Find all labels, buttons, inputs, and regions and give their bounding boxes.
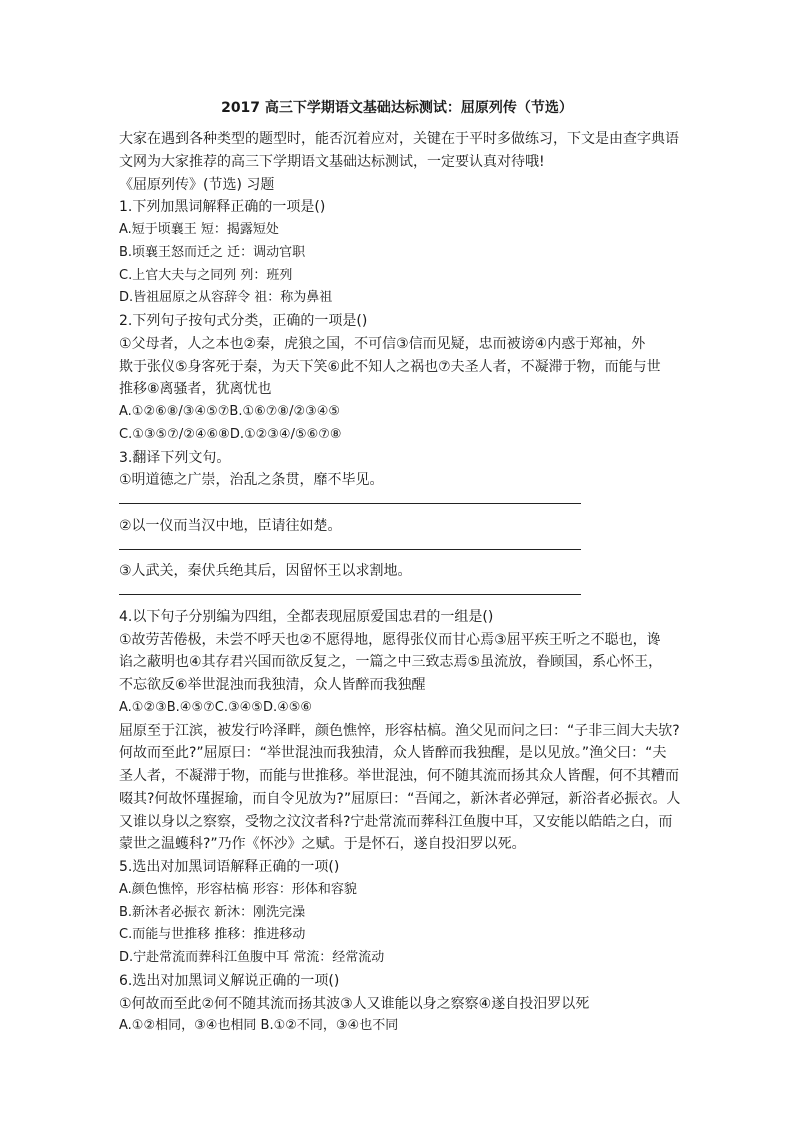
intro-line: 大家在遇到各种类型的题型时，能否沉着应对，关键在于平时多做练习，下文是由查字典语 bbox=[119, 131, 679, 147]
passage-line: 啜其?何故怀瑾握瑜，而自令见放为?”屈原曰：“吾闻之，新沐者必弹冠，新浴者必振衣。人 bbox=[119, 790, 681, 807]
answer-line[interactable] bbox=[119, 583, 679, 606]
question-2-options-cd: C.①③⑤⑦/②④⑥⑧D.①②③④/⑤⑥⑦⑧ bbox=[119, 426, 342, 442]
section-heading: 《屈原列传》(节选) 习题 bbox=[119, 176, 275, 193]
question-1-option-b: B.顷襄王怒而迁之 迁：调动官职 bbox=[119, 244, 306, 260]
question-1-stem: 1.下列加黑词解释正确的一项是() bbox=[119, 199, 326, 216]
question-1-option-d: D.皆祖屈原之从容辞令 祖：称为鼻祖 bbox=[119, 290, 333, 306]
question-4-sentence-line: ①故劳苦倦极，未尝不呼天也②不愿得地，愿得张仪而甘心焉③屈平疾王听之不聪也，谗 bbox=[119, 631, 661, 648]
passage-line: 圣人者，不凝滞于物，而能与世推移。举世混浊，何不随其流而扬其众人皆醒，何不其糟而 bbox=[119, 768, 679, 784]
intro-line: 文网为大家推荐的高三下学期语文基础达标测试，一定要认真对待哦! bbox=[119, 153, 545, 170]
question-3-stem: 3.翻译下列文句。 bbox=[119, 449, 231, 466]
question-2-options-ab: A.①②⑥⑧/③④⑤⑦B.①⑥⑦⑧/②③④⑤ bbox=[119, 404, 341, 419]
passage-line: 又谁以身以之察察，受物之汶汶者科?宁赴常流而葬科江鱼腹中耳，又安能以皓皓之白，而 bbox=[119, 813, 673, 830]
passage-line: 蒙世之温蠖科?”乃作《怀沙》之赋。于是怀石，遂自投汨罗以死。 bbox=[119, 836, 526, 853]
question-3-item-2: ②以一仪而当汉中地，臣请往如楚。 bbox=[119, 517, 342, 534]
question-4-stem: 4.以下句子分别编为四组，全都表现屈原爱国忠君的一组是() bbox=[119, 608, 494, 625]
document-title: 2017 高三下学期语文基础达标测试：屈原列传（节选） bbox=[221, 100, 573, 116]
passage-line: 屈原至于江滨，被发行吟泽畔，颜色憔悴，形容枯槁。渔父见而问之曰：“子非三闾大夫欤? bbox=[119, 722, 680, 739]
question-5-option-b: B.新沐者必振衣 新沐：刚洗完澡 bbox=[119, 904, 306, 920]
answer-line[interactable] bbox=[119, 538, 679, 561]
answer-line[interactable] bbox=[119, 492, 679, 515]
question-5-option-a: A.颜色憔悴，形容枯槁 形容：形体和容貌 bbox=[119, 881, 357, 897]
question-5-option-d: D.宁赴常流而葬科江鱼腹中耳 常流：经常流动 bbox=[119, 950, 385, 965]
question-6-stem: 6.选出对加黑词义解说正确的一项() bbox=[119, 972, 340, 989]
question-6-sentence: ①何故而至此②何不随其流而扬其波③人又谁能以身之察察④遂自投汨罗以死 bbox=[119, 995, 590, 1012]
question-5-stem: 5.选出对加黑词语解释正确的一项() bbox=[119, 859, 340, 875]
question-2-sentence-line: 欺于张仪⑤身客死于秦，为天下笑⑥此不知人之祸也⑦夫圣人者，不凝滞于物，而能与世 bbox=[119, 358, 661, 375]
question-4-options: A.①②③B.④⑤⑦C.③④⑤D.④⑤⑥ bbox=[119, 699, 313, 715]
question-3-item-3: ③人武关，秦伏兵绝其后，因留怀王以求割地。 bbox=[119, 563, 412, 580]
question-6-options: A.①②相同，③④也相同 B.①②不同，③④也不同 bbox=[119, 1018, 399, 1034]
passage-line: 何故而至此?”屈原曰：“举世混浊而我独清，众人皆醉而我独醒，是以见放。”渔父曰：“夫 bbox=[119, 745, 667, 762]
question-4-sentence-line: 不忘欲反⑥举世混浊而我独清，众人皆醉而我独醒 bbox=[119, 677, 426, 693]
question-2-stem: 2.下列句子按句式分类，正确的一项是() bbox=[119, 313, 368, 329]
question-4-sentence-line: 谄之蔽明也④其存君兴国而欲反复之，一篇之中三致志焉⑤虽流放，眷顾国，系心怀王， bbox=[119, 654, 663, 671]
question-1-option-a: A.短于顷襄王 短：揭露短处 bbox=[119, 222, 279, 237]
question-5-option-c: C.而能与世推移 推移：推进移动 bbox=[119, 927, 306, 943]
question-2-sentence-line: ①父母者，人之本也②秦，虎狼之国，不可信③信而见疑，忠而被谤④内惑于郑袖，外 bbox=[119, 335, 646, 352]
question-2-sentence-line: 推移⑧离骚者，犹离忧也 bbox=[119, 381, 272, 398]
document-body bbox=[119, 128, 679, 1038]
question-1-option-c: C.上官大夫与之同列 列：班列 bbox=[119, 267, 293, 283]
question-3-item-1: ①明道德之广崇，治乱之条贯，靡不毕见。 bbox=[119, 472, 384, 489]
